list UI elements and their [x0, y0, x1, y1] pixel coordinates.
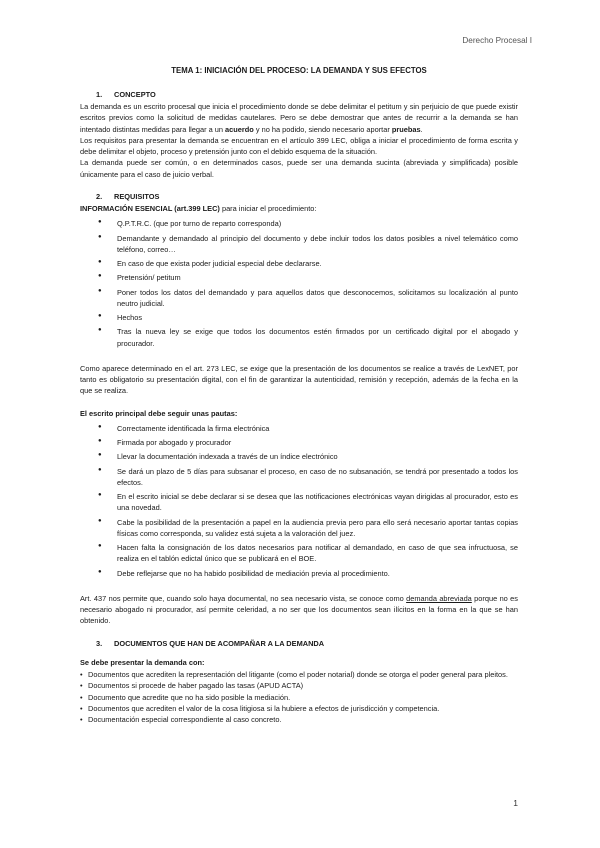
- list-item: ● Firmada por abogado y procurador: [80, 437, 518, 448]
- pautas-heading: El escrito principal debe seguir unas pautas:: [80, 408, 238, 418]
- document-body: [80, 65, 518, 725]
- list-item: • Documentación especial correspondiente al caso concreto.: [80, 714, 518, 725]
- list-item: ● Correctamente identificada la firma electrónica: [80, 423, 518, 434]
- list-item: ● Pretensión/ petitum: [80, 272, 518, 283]
- list-item: • Documentos que acrediten la representación del litigante (como el poder notarial) donde se otorga el poder general para pleitos.: [80, 669, 518, 680]
- concepto-paragraph-1: La demanda es un escrito procesal que inicia el procedimiento donde se debe delimitar el petitum y sin perjuicio de que puede existir escritos previos como la solicitud de medidas cautelares. Pero se debe demostrar que antes de recurrir a la demanda se han intentado distintas medidas para llegar a un acuerdo y no ha podido, siendo necesario aportar pruebas.: [80, 102, 518, 134]
- list-item: ● Poner todos los datos del demandado y para aquellos datos que desconocemos, solicitamos su localización al punto neutro judicial.: [80, 287, 518, 310]
- section-heading-concepto: 1. CONCEPTO: [96, 89, 156, 99]
- list-item: ● Hechos: [80, 312, 518, 323]
- list-item: ● Tras la nueva ley se exige que todos los documentos estén firmados por un certificado digital por el abogado y procurador.: [80, 326, 518, 349]
- lexnet-paragraph: Como aparece determinado en el art. 273 LEC, se exige que la presentación de los documentos se realice a través de LexNET, por tanto es obligatorio su presentación digital, con el fin de garantizar la autenticidad, remisión y recepción, además de la fecha en la que se realiza.: [80, 363, 518, 396]
- art437-paragraph: Art. 437 nos permite que, cuando solo haya documental, no sea necesario vista, se conoce como demanda abreviada porque no es necesario abogado ni procurador, así permite celeridad, a no ser que los documentos sean ilícitos en la forma en la que se han obtenido.: [80, 593, 518, 626]
- list-item: ● Se dará un plazo de 5 días para subsanar el proceso, en caso de no subsanación, se tendrá por presentado a todos los efectos.: [80, 466, 518, 489]
- list-item: ● Debe reflejarse que no ha habido posibilidad de mediación previa al procedimiento.: [80, 568, 518, 579]
- list-item: ● En el escrito inicial se debe declarar si se desea que las notificaciones electrónicas vayan dirigidas al procurador, esto es una novedad.: [80, 491, 518, 514]
- document-title: TEMA 1: INICIACIÓN DEL PROCESO: LA DEMANDA Y SUS EFECTOS: [171, 66, 427, 75]
- list-item: ● Cabe la posibilidad de la presentación a papel en la audiencia previa pero para ello será necesario aportar tantas copias físicas como corresponda, su validez está sujeta a la valoración del juez.: [80, 517, 518, 540]
- concepto-paragraph-3: La demanda puede ser común, o en determinados casos, puede ser una demanda sucinta (abreviada y simplificada) posible únicamente para el caso de juicio verbal.: [80, 158, 518, 179]
- list-item: ● Q.P.T.R.C. (que por turno de reparto corresponda): [80, 218, 518, 229]
- running-header: Derecho Procesal I: [462, 36, 532, 45]
- list-item: ● Demandante y demandado al principio del documento y debe incluir todos los datos posibles a nivel telemático como teléfono, correo…: [80, 233, 518, 256]
- pautas-list: [80, 423, 518, 579]
- list-item: ● Hacen falta la consignación de los datos necesarios para notificar al demandado, en caso de que sea infructuosa, se realiza en el tablón edictal único que se publicará en el BOE.: [80, 542, 518, 565]
- documentos-list: [80, 669, 518, 725]
- section-heading-requisitos: 2. REQUISITOS: [96, 191, 160, 201]
- list-item: ● Llevar la documentación indexada a través de un índice electrónico: [80, 451, 518, 462]
- requisitos-list: [80, 218, 518, 349]
- list-item: • Documentos que acrediten el valor de la cosa litigiosa si la hubiere a efectos de jurisdicción y competencia.: [80, 703, 518, 714]
- list-item: • Documentos si procede de haber pagado las tasas (APUD ACTA): [80, 680, 518, 691]
- page-number: 1: [513, 798, 518, 809]
- list-item: ● En caso de que exista poder judicial especial debe declararse.: [80, 258, 518, 269]
- section-heading-documentos: 3. DOCUMENTOS QUE HAN DE ACOMPAÑAR A LA DEMANDA: [96, 638, 325, 648]
- requisitos-intro: INFORMACIÓN ESENCIAL (art.399 LEC) para iniciar el procedimiento:: [80, 204, 317, 214]
- list-item: • Documento que acredite que no ha sido posible la mediación.: [80, 692, 518, 703]
- documentos-intro: Se debe presentar la demanda con:: [80, 657, 205, 667]
- concepto-paragraph-2: Los requisitos para presentar la demanda se encuentran en el artículo 399 LEC, obliga a iniciar el procedimiento de forma escrita y debe delimitar el objeto, proceso y pretensión junto con el debido esquema de la situación.: [80, 135, 518, 157]
- demanda-abreviada-term: demanda abreviada: [406, 593, 472, 603]
